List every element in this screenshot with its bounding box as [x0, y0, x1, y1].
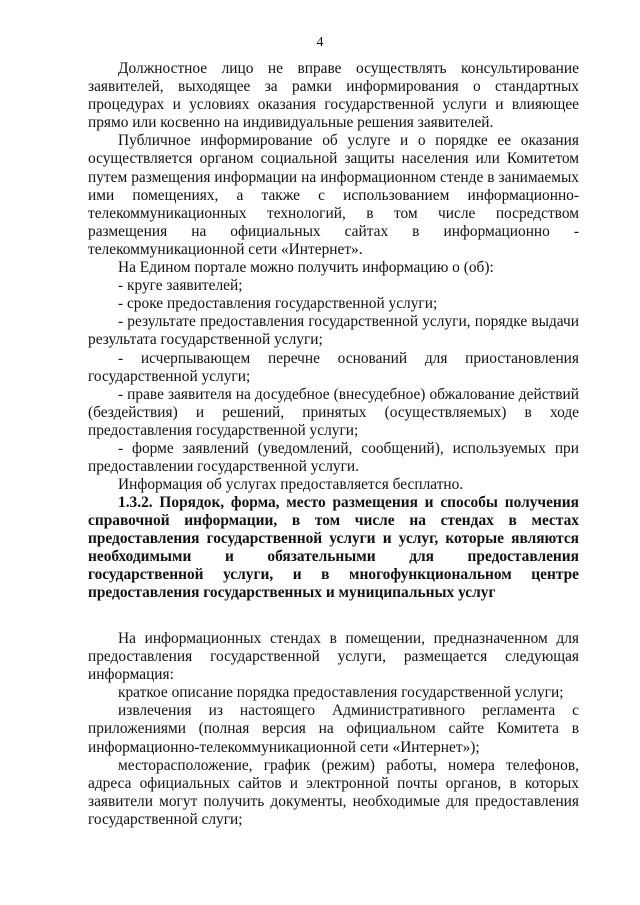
- section-consultation-info: [88, 60, 579, 494]
- page-number: 4: [316, 35, 324, 50]
- paragraph-public-informing: Публичное информирование об услуге и о порядке ее оказания осуществляется органом социальной защиты населения или Комитетом путем размещения информации на информационном стенде в занимаемых ими помещениях, а также с использованием информационно-телекоммуникационных технологий, в том числе посредством размещения на официальных сайтах в информационно - телекоммуникационной сети «Интернет».: [88, 132, 579, 258]
- list-item-regulation-extracts: извлечения из настоящего Административного регламента с приложениями (полная версия на официальном сайте Комитета в информационно-телекоммуникационной сети «Интернет»);: [88, 702, 579, 756]
- list-item-suspension-grounds: - исчерпывающем перечне оснований для приостановления государственной услуги;: [88, 349, 579, 385]
- section-heading-block: [88, 494, 579, 603]
- paragraph-consultation-limit: Должностное лицо не вправе осуществлять консультирование заявителей, выходящее за рамки информирования о стандартных процедурах и условиях оказания государственной услуги и влияющее прямо или косвенно на индивидуальные решения заявителей.: [88, 60, 579, 132]
- section-heading: 1.3.2. Порядок, форма, место размещения и способы получения справочной информации, в том числе на стендах в местах предоставления государственной услуги и услуг, которые являются необходимыми и обязательными для предоставления государственной услуги, и в многофункциональном центре предоставления государственных и муниципальных услуг: [88, 494, 579, 602]
- list-item-service-term: - сроке предоставления государственной услуги;: [118, 295, 438, 313]
- list-item-appeal-right: - праве заявителя на досудебное (внесудебное) обжалование действий (бездействия) и решений, принятых (осуществляемых) в ходе предоставления государственной услуги;: [88, 385, 579, 439]
- list-item-procedure-summary: краткое описание порядка предоставления государственной услуги;: [118, 684, 564, 702]
- paragraph-portal-intro: На Едином портале можно получить информацию о (об):: [118, 259, 494, 277]
- list-item-applicants: - круге заявителей;: [118, 277, 243, 295]
- paragraph-free-info: Информация об услугах предоставляется бесплатно.: [118, 476, 464, 494]
- paragraph-stands-intro: На информационных стендах в помещении, предназначенном для предоставления государственной услуги, размещается следующая информация:: [88, 630, 579, 684]
- list-item-application-forms: - форме заявлений (уведомлений, сообщений), используемых при предоставлении государственной услуги.: [88, 439, 579, 476]
- section-stands-info: [88, 630, 579, 829]
- list-item-service-result: - результате предоставления государственной услуги, порядке выдачи результата государственной услуги;: [88, 313, 579, 349]
- list-item-locations-contacts: месторасположение, график (режим) работы, номера телефонов, адреса официальных сайтов и электронной почты органов, в которых заявители могут получить документы, необходимые для предоставления государственной слуги;: [88, 756, 579, 828]
